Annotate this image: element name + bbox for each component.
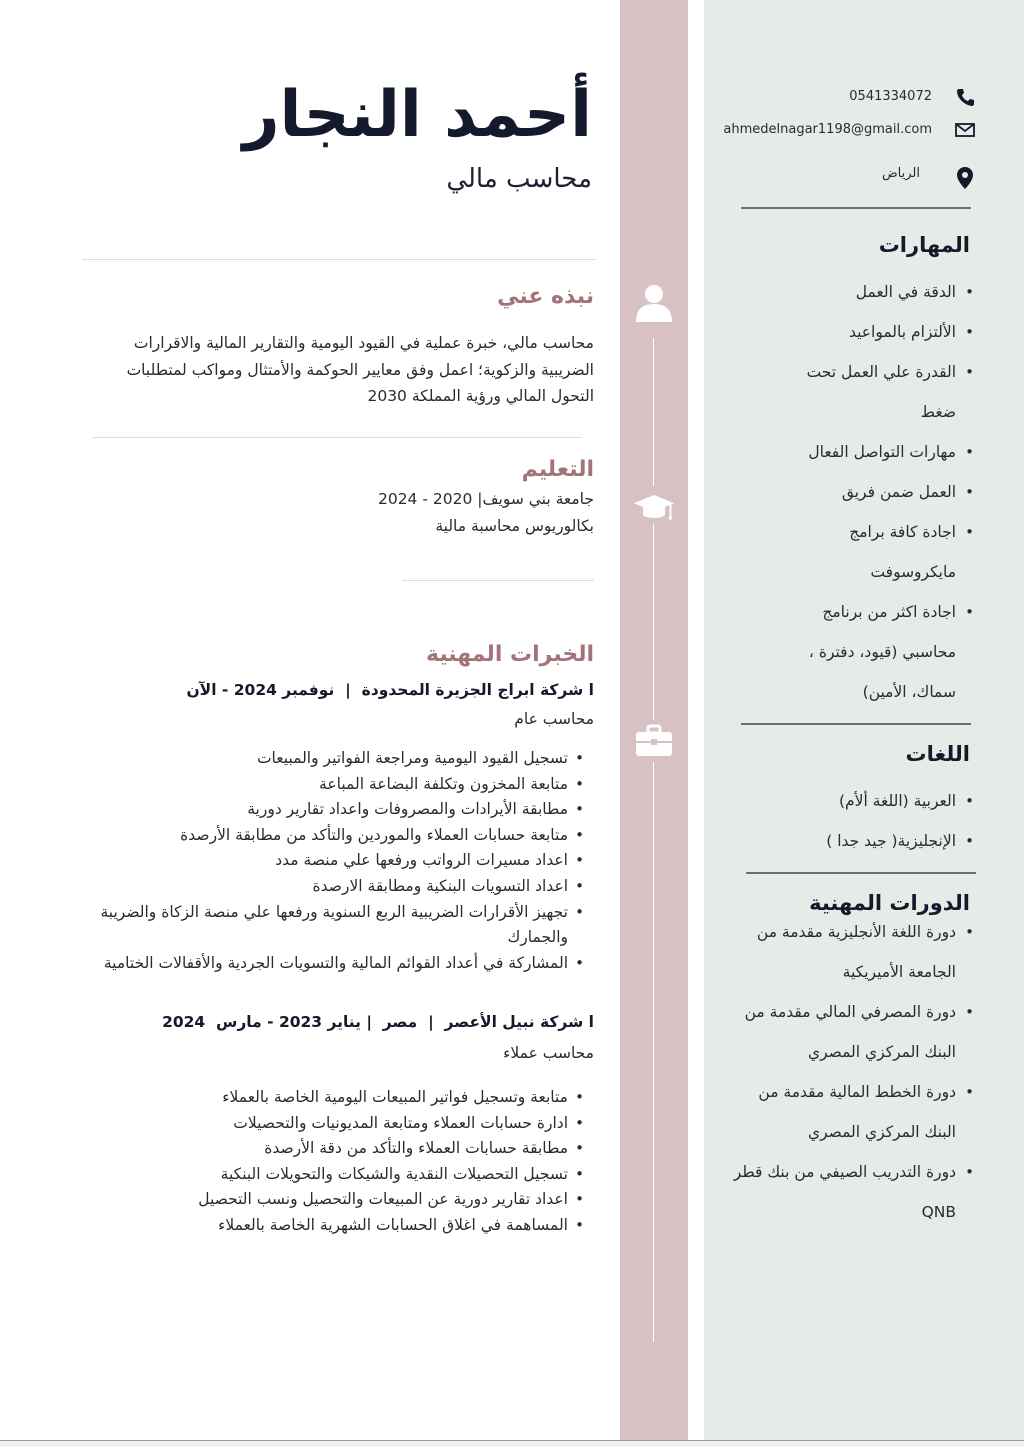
page-bottom-edge <box>0 1440 1024 1447</box>
job-header: ا شركة نبيل الأعصر | مصر | يناير 2023 - مارس 2024 <box>162 1013 594 1031</box>
job-role: محاسب عام <box>514 710 594 728</box>
duty-item: • اعداد مسيرات الرواتب ورفعها علي منصة مدد <box>66 848 586 874</box>
course-item: • دورة التدريب الصيفي من بنك قطر QNB <box>716 1152 956 1232</box>
duty-item: • تجهيز الأقرارات الضريبية الربع السنوية ورفعها علي منصة الزكاة والضريبة والجمارك <box>66 900 586 951</box>
experience-heading: الخبرات المهنية <box>425 642 594 667</box>
skill-item: • الألتزام بالمواعيد <box>716 312 956 352</box>
sidebar-divider <box>746 872 976 874</box>
duty-item: • متابعة حسابات العملاء والموردين والتأكد من مطابقة الأرصدة <box>66 823 586 849</box>
skill-item: • الدقة في العمل <box>716 272 956 312</box>
divider <box>402 580 594 581</box>
skill-item: • مهارات التواصل الفعال <box>716 432 956 472</box>
language-item: • الإنجليزية( جيد جدا ) <box>716 821 956 861</box>
timeline-line <box>653 762 654 1342</box>
skills-heading: المهارات <box>878 233 970 257</box>
email-address: ahmedelnagar1198@gmail.com <box>723 122 932 137</box>
divider <box>82 259 596 260</box>
phone-icon <box>952 86 978 108</box>
duty-item: • تسجيل القيود اليومية ومراجعة الفواتير والمبيعات <box>66 746 586 772</box>
courses-heading: الدورات المهنية <box>809 891 970 915</box>
course-item: • دورة المصرفي المالي مقدمة من البنك المركزي المصري <box>716 992 956 1072</box>
divider <box>92 437 582 438</box>
duty-item: • مطابقة حسابات العملاء والتأكد من دقة الأرصدة <box>66 1136 586 1162</box>
about-heading: نبذه عني <box>497 284 594 309</box>
duty-item: • اعداد التسويات البنكية ومطابقة الارصدة <box>66 874 586 900</box>
duty-item: • متابعة المخزون وتكلفة البضاعة المباعة <box>66 772 586 798</box>
education-degree: بكالوريوس محاسبة مالية <box>435 517 594 535</box>
duty-item: • متابعة وتسجيل فواتير المبيعات اليومية الخاصة بالعملاء <box>66 1085 586 1111</box>
about-text: محاسب مالي، خبرة عملية في القيود اليومية والتقارير المالية والاقرارات الضريبية والزكوية؛ اعمل وفق معايير الحوكمة والأمتثال ومواكب لمتطلبات التحول المالي ورؤية المملكة 2030 <box>126 334 594 405</box>
duty-item: • مطابقة الأيرادات والمصروفات واعداد تقارير دورية <box>66 797 586 823</box>
person-icon <box>632 280 676 324</box>
sidebar-divider <box>741 207 971 209</box>
skill-item: • اجادة كافة برامج مايكروسوفت <box>716 512 956 592</box>
languages-list <box>716 781 956 861</box>
course-item: • دورة اللغة الأنجليزية مقدمة من الجامعة الأميريكية <box>716 912 956 992</box>
location: الرياض <box>881 166 920 181</box>
duty-item: • اعداد تقارير دورية عن المبيعات والتحصيل ونسب التحصيل <box>66 1187 586 1213</box>
timeline-line <box>653 338 654 486</box>
courses-list <box>716 912 956 1232</box>
job-role: محاسب عملاء <box>503 1044 594 1062</box>
candidate-name: أحمد النجار <box>242 78 592 152</box>
course-item: • دورة الخطط المالية مقدمة من البنك المركزي المصري <box>716 1072 956 1152</box>
duty-item: • ادارة حسابات العملاء ومتابعة المديونيات والتحصيلات <box>66 1111 586 1137</box>
duty-item: • تسجيل التحصيلات النقدية والشيكات والتحويلات البنكية <box>66 1162 586 1188</box>
briefcase-icon <box>632 718 676 762</box>
location-pin-icon <box>952 167 978 189</box>
skill-item: • العمل ضمن فريق <box>716 472 956 512</box>
job-duties <box>66 746 586 976</box>
candidate-title: محاسب مالي <box>446 164 592 194</box>
languages-heading: اللغات <box>905 742 970 766</box>
education-school: جامعة بني سويف| 2020 - 2024 <box>377 490 594 508</box>
education-heading: التعليم <box>521 457 594 482</box>
job-duties <box>66 1085 586 1239</box>
skills-list <box>716 272 956 712</box>
job-header: ا شركة ابراج الجزيرة المحدودة | نوفمبر 2024 - الآن <box>186 681 594 699</box>
skill-item: • اجادة اكثر من برنامج محاسبي (قيود، دفترة ، سماك، الأمين) <box>716 592 956 712</box>
language-item: • العربية (اللغة ألأم) <box>716 781 956 821</box>
skill-item: • القدرة علي العمل تحت ضغط <box>716 352 956 432</box>
mail-icon <box>952 119 978 141</box>
sidebar-divider <box>741 723 971 725</box>
duty-item: • المشاركة في أعداد القوائم المالية والتسويات الجردية والأقفالات الختامية <box>66 951 586 977</box>
duty-item: • المساهمة في اغلاق الحسابات الشهرية الخاصة بالعملاء <box>66 1213 586 1239</box>
graduation-cap-icon <box>632 484 676 528</box>
timeline-line <box>653 524 654 720</box>
phone-number: 0541334072 <box>849 89 932 104</box>
